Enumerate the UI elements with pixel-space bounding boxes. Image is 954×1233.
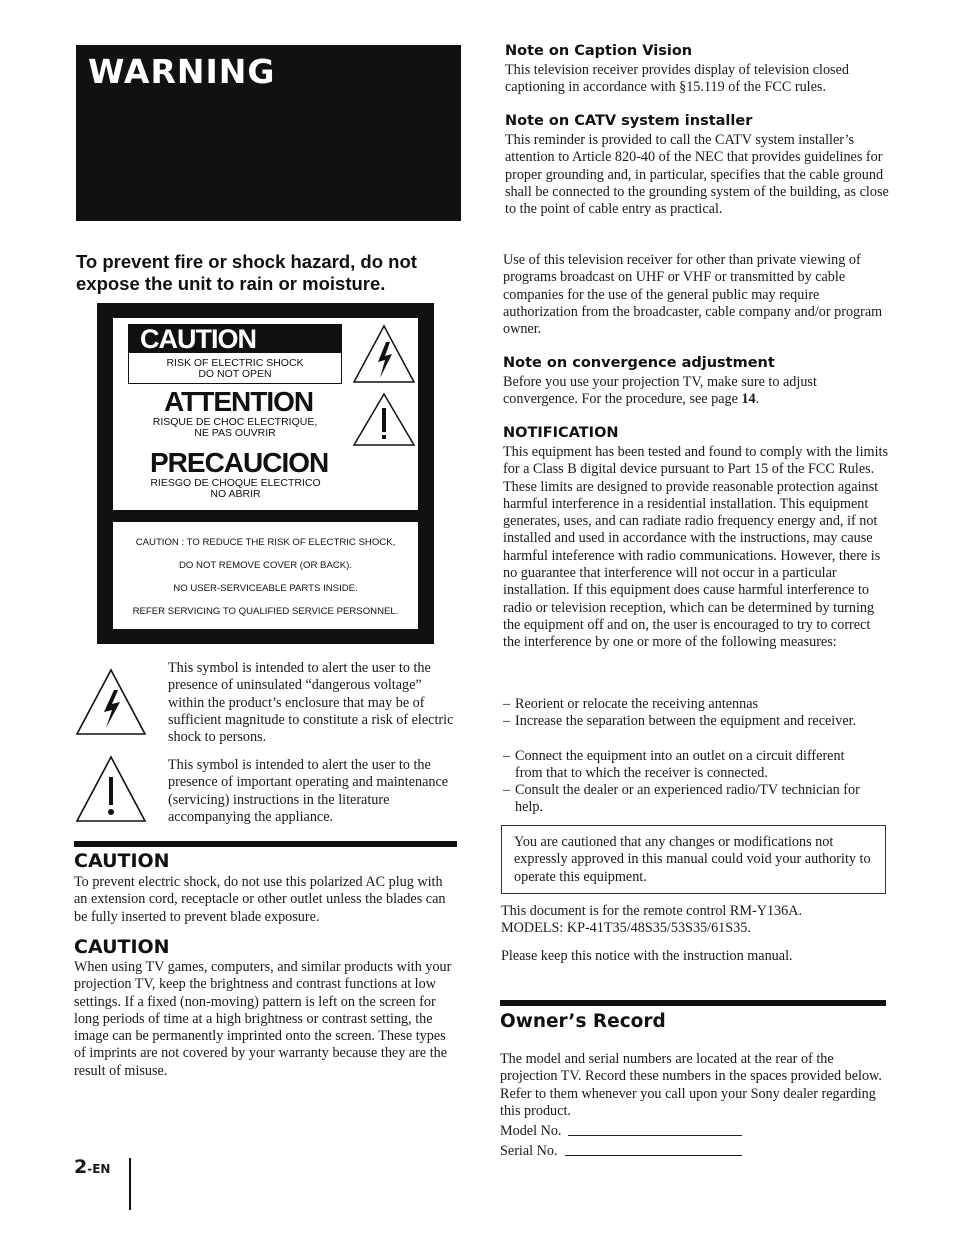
section-rule: [74, 841, 457, 847]
measure-item-3: – Connect the equipment into an outlet on a circuit different from that to which the receiver is connected.: [503, 748, 875, 783]
label-warning-triangles-icon: [350, 324, 418, 488]
private-use-text: Use of this television receiver for other than private viewing of programs broadcast on UHF or VHF or transmitted by cable companies for the use of the general public may require authorization from the broadcaster, cable company and/or program owner.: [503, 252, 883, 338]
caution-text-2: When using TV games, computers, and similar products with your projection TV, keep the brightness and contrast functions at low settings. If a fixed (non-moving) pattern is left on the screen for long periods of time at a high brightness or contrast setting, the image can be permanently imprinted onto the screen. These types of imprints are not covered by your warranty because they are the result of misuse.: [74, 959, 452, 1079]
document-keep-text: Please keep this notice with the instruction manual.: [501, 948, 793, 964]
exclamation-triangle-icon: [74, 755, 148, 823]
caution-risk-text: [150, 358, 320, 380]
measure-text-1: Reorient or relocate the receiving antennas: [515, 696, 759, 712]
exclamation-triangle-icon: [354, 394, 414, 445]
caution-text-1: To prevent electric shock, do not use this polarized AC plug with an extension cord, receptacle or other outlet unless the blades can be fully inserted to prevent blade exposure.: [74, 874, 446, 925]
label-line-3: NO USER-SERVICEABLE PARTS INSIDE.: [173, 583, 358, 594]
convergence-body: Before you use your projection TV, make sure to adjust convergence. For the procedure, see page: [503, 374, 817, 408]
page-number-suffix: -EN: [87, 1162, 111, 1176]
page-margin-line: [129, 1158, 131, 1210]
precaucion-risk-line-1: RIESGO DE CHOQUE ELECTRICO: [150, 477, 321, 489]
convergence-page-ref: 14: [741, 391, 756, 408]
measure-text-3: Connect the equipment into an outlet on a circuit different from that to which the receiver is connected.: [515, 748, 845, 782]
serial-number-field[interactable]: [565, 1155, 742, 1156]
precaucion-risk-text: [143, 478, 328, 500]
notification-heading: NOTIFICATION: [503, 425, 619, 441]
convergence-heading: Note on convergence adjustment: [503, 355, 775, 371]
owners-record-heading: Owner’s Record: [500, 1011, 666, 1032]
precaucion-label-word: PRECAUCION: [150, 447, 329, 478]
document-models-text: MODELS: KP-41T35/48S35/53S35/61S35.: [501, 920, 751, 936]
measure-item-4: – Consult the dealer or an experienced radio/TV technician for help.: [503, 782, 875, 817]
model-number-label: Model No.: [500, 1123, 562, 1139]
caption-vision-heading: Note on Caption Vision: [505, 43, 693, 59]
lightning-symbol-text: This symbol is intended to alert the user to the presence of uninsulated “dangerous voltage” within the product’s enclosure that may be of sufficient magnitude to constitute a risk of electric shock to persons.: [168, 660, 454, 746]
label-line-1: CAUTION : TO REDUCE THE RISK OF ELECTRIC SHOCK,: [135, 537, 396, 548]
caption-vision-text: This television receiver provides display of television closed captioning in accordance with §15.119 of the FCC rules.: [505, 62, 849, 96]
caution-risk-line-2: DO NOT OPEN: [198, 368, 272, 380]
convergence-text: Before you use your projection TV, make sure to adjust convergence. For the procedure, see page 14.: [503, 374, 817, 408]
owners-record-text: The model and serial numbers are located at the rear of the projection TV. Record these numbers in the spaces provided below. Refer to them whenever you call upon your Sony dealer regarding this product.: [500, 1051, 882, 1119]
notification-text: This equipment has been tested and found to comply with the limits for a Class B digital device pursuant to Part 15 of the FCC Rules. These limits are designed to provide reasonable protection against harmful interference in a residential installation. This equipment generates, uses, and can radiate radio frequency energy and, if not installed and used in accordance with the instructions, may cause harmful inteference with radio communications. However, there is no guarantee that interference will not occur in a particular installation. If this equipment does cause harmful interference to radio or television reception, which can be determined by turning the equipment off and on, the user is encouraged to try to correct the interference by one or more of the following measures:: [503, 444, 888, 651]
caution-heading-2: CAUTION: [74, 936, 170, 958]
measure-text-4: Consult the dealer or an experienced radio/TV technician for help.: [515, 782, 860, 816]
page-number-value: 2: [74, 1156, 88, 1178]
page-number: [74, 1156, 110, 1178]
attention-risk-line-1: RISQUE DE CHOC ELECTRIQUE,: [152, 416, 318, 428]
owners-record-rule: [500, 1000, 886, 1006]
measure-text-2: Increase the separation between the equipment and receiver.: [515, 713, 857, 729]
model-number-field[interactable]: [568, 1135, 742, 1136]
attention-label-word: ATTENTION: [164, 386, 314, 417]
measure-item-1: – Reorient or relocate the receiving antennas: [503, 696, 875, 713]
precaucion-risk-line-2: NO ABRIR: [210, 488, 261, 500]
document-remote-text: This document is for the remote control RM-Y136A.: [501, 903, 803, 919]
serial-number-label: Serial No.: [500, 1143, 558, 1159]
caution-heading-1: CAUTION: [74, 850, 170, 872]
caution-label-word: CAUTION: [140, 324, 256, 354]
catv-heading: Note on CATV system installer: [505, 113, 753, 129]
lightning-triangle-icon: [74, 668, 148, 736]
label-line-2: DO NOT REMOVE COVER (OR BACK).: [178, 560, 353, 571]
exclamation-symbol-text: This symbol is intended to alert the user to the presence of important operating and maintenance (servicing) instructions in the literature accompanying the appliance.: [168, 757, 449, 825]
notice-box-text: You are cautioned that any changes or modifications not expressly approved in this manual could void your authority to operate this equipment.: [514, 834, 871, 885]
attention-risk-line-2: NE PAS OUVRIR: [194, 427, 276, 439]
lightning-triangle-icon: [354, 326, 414, 382]
warning-title: WARNING: [88, 52, 276, 91]
hazard-heading: To prevent fire or shock hazard, do not expose the unit to rain or moisture.: [76, 251, 417, 294]
attention-risk-text: [145, 417, 325, 439]
measure-item-2: – Increase the separation between the equipment and receiver.: [503, 713, 875, 730]
label-line-4: REFER SERVICING TO QUALIFIED SERVICE PERSONNEL.: [132, 606, 399, 617]
catv-text: This reminder is provided to call the CATV system installer’s attention to Article 820-40 of the NEC that provides guidelines for proper grounding and, in particular, specifies that the cable ground shall be connected to the grounding system of the building, as close to the point of cable entry as practical.: [505, 132, 889, 218]
caution-risk-line-1: RISK OF ELECTRIC SHOCK: [166, 357, 304, 369]
